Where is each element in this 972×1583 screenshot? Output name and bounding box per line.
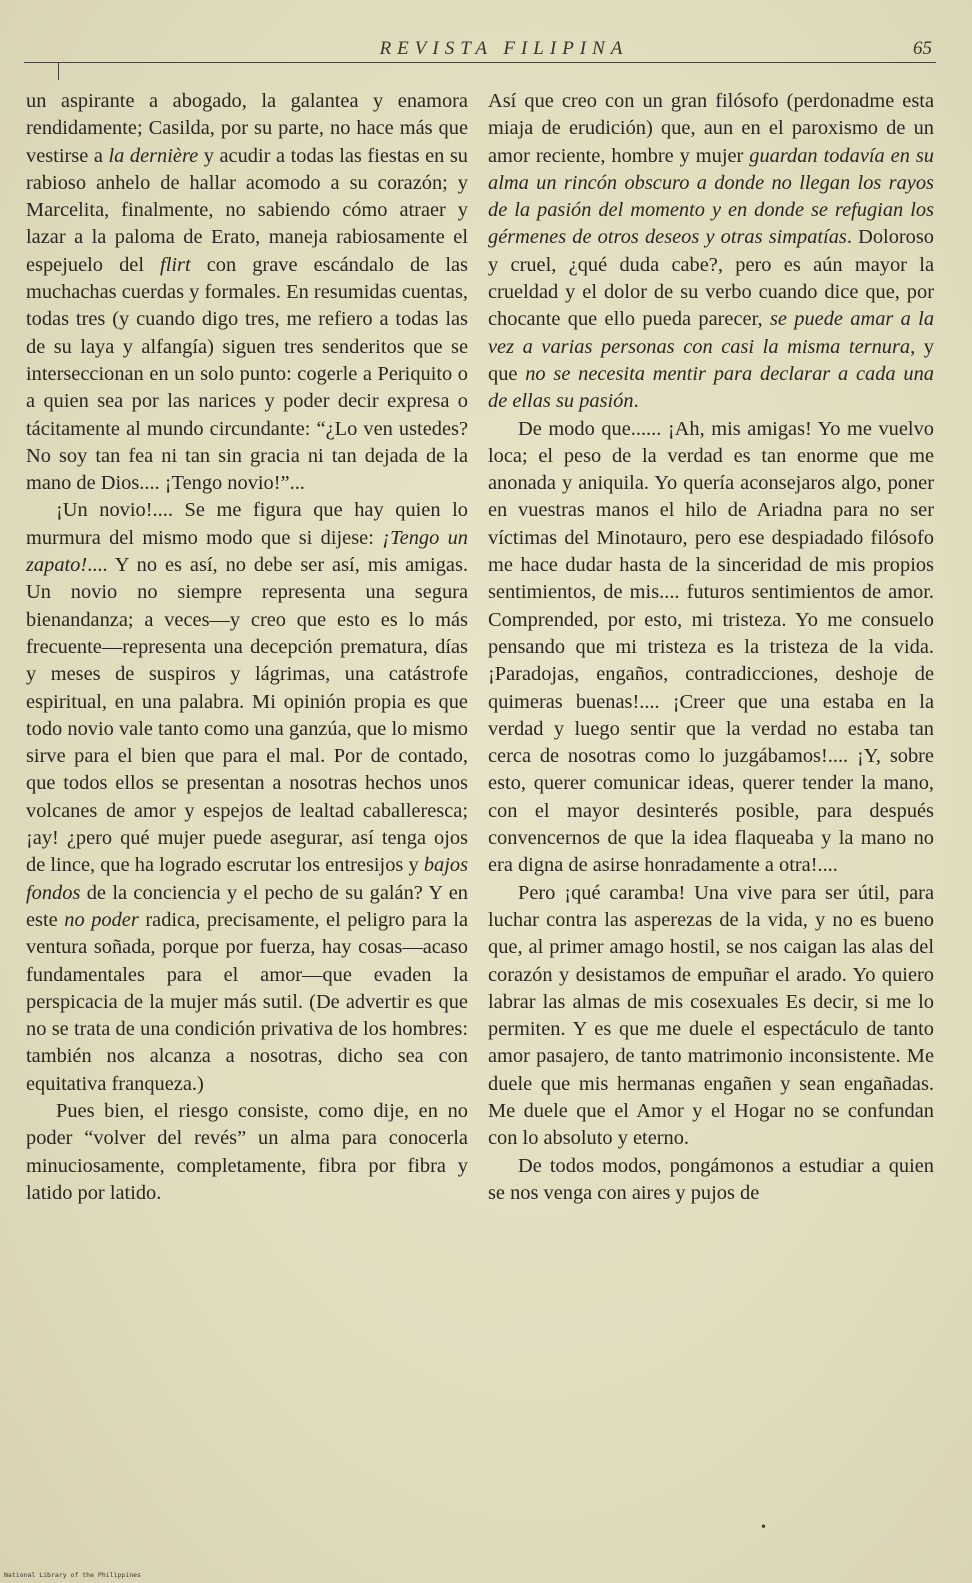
paragraph	[26, 88, 468, 497]
header-rule-tick	[58, 62, 59, 80]
left-column	[26, 88, 468, 1207]
text-run: de la conciencia y el pecho de su galán? Y en este	[26, 881, 468, 931]
italic-text-run: no se necesita mentir para declarar a cada una de ellas su pasión	[488, 362, 934, 413]
italic-text-run: bajos fondos	[26, 854, 468, 904]
text-run: , y que	[488, 335, 934, 385]
running-header	[24, 38, 936, 68]
text-run: Así que creo con un gran filósofo (perdonadme esta miaja de erudición) que, aun en el paroxismo de un amor reciente, hombre y mujer	[488, 90, 934, 167]
italic-text-run: se puede amar a la vez a varias personas con casi la misma ternura	[488, 308, 935, 358]
header-rule	[24, 62, 936, 63]
text-run: un aspirante a abogado, la galantea y enamora rendidamente; Casilda, por su parte, no hace más que vestirse a	[26, 90, 468, 167]
text-run: radica, precisamente, el peligro para la ventura soñada, porque por fuerza, hay cosas—acaso fundamentales para el amor—que evaden la perspicacia de la mujer más sutil. (De advertir es que no se trata de una condición privativa de los hombres: también nos alcanza a nosotras, dicho sea con equitativa franqueza.)	[26, 908, 468, 1095]
text-run: ¡Un novio!.... Se me figura que hay quien lo murmura del mismo modo que si dijese:	[26, 499, 468, 549]
text-run: De modo que...... ¡Ah, mis amigas! Yo me vuelvo loca; el peso de la verdad es tan enorme que me anonada y aniquila. Yo quería aconsejaros algo, poner en vuestras manos el hilo de Ariadna para no ser víctimas del Minotauro, pero ese despiadado filósofo me hace dudar hasta de la sinceridad de mis propios sentimientos, de mis.... futuros sentimientos de amor. Comprended, por esto, mi tristeza. Yo me consuelo pensando que mi tristeza es la tristeza de la vida. ¡Paradojas, engaños, contradicciones, deshoje de quimeras buenas!.... ¡Creer que una estaba en la verdad y luego sentir que la verdad no estaba tan cerca de nosotras como lo juzgábamos!.... ¡Y, sobre esto, querer comunicar ideas, querer tender la mano, con el mayor desinterés posible, para después convencernos de que la idea flaqueaba y la mano no era digna de asirse honradamente a otra!....	[488, 417, 934, 877]
text-run: Pero ¡qué caramba! Una vive para ser útil, para luchar contra las asperezas de la vida, y no es bueno que, al primer amago hostil, se nos caigan las alas del corazón y desistamos de empuñar el arado. Yo quiero labrar las almas de mis cosexuales Es decir, si me lo permiten. Y es que me duele el espectáculo de tanto amor pasajero, de tanto matrimonio inconsistente. Me duele que mis hermanas engañen y sean engañadas. Me duele que el Amor y el Hogar no se confundan con lo absoluto y eterno.	[488, 881, 934, 1150]
paragraph	[488, 88, 934, 416]
italic-text-run: no poder	[64, 908, 139, 931]
paragraph	[26, 497, 468, 1098]
right-column	[488, 88, 934, 1207]
paragraph	[488, 880, 934, 1153]
paragraph	[488, 416, 934, 880]
italic-text-run: ¡Tengo un zapato!	[26, 526, 468, 577]
page-number: 65	[913, 38, 932, 59]
italic-text-run: flirt	[160, 253, 191, 276]
text-run: .	[633, 390, 639, 413]
italic-text-run: la dernière	[108, 144, 199, 167]
text-run: Pues bien, el riesgo consiste, como dije, en no poder “volver del revés” un alma para conocerla minuciosamente, completamente, fibra por fibra y latido por latido.	[26, 1099, 468, 1204]
text-run: .... Y no es así, no debe ser así, mis amigas. Un novio no siempre representa una segura bienandanza; a veces—y creo que esto es lo más frecuente—representa una decepción prematura, días y meses de suspiros y lágrimas, una catástrofe espiritual, en una palabra. Mi opinión propia es que todo novio vale tanto como una ganzúa, que lo mismo sirve para el bien que para el mal. Por de contado, que todos ellos se presentan a nosotras hechos unos volcanes de amor y espejos de lealtad caballeresca; ¡ay! ¿pero qué mujer puede asegurar, así tenga ojos de lince, que ha logrado escrutar los entresijos y	[26, 554, 468, 877]
text-run: con grave escándalo de las muchachas cuerdas y formales. En resumidas cuentas, todas tres (y cuando digo tres, me refiero a todas las de su laya y alfangía) siguen tres senderitos que se interseccionan en un solo punto: cogerle a Periquito o a quien sea por las narices y poder decir expresa o tácitamente al mundo circundante: “¿Lo ven ustedes? No soy tan fea ni tan sin gracia ni tan dejada de la mano de Dios.... ¡Tengo novio!”...	[26, 253, 468, 495]
text-run: y acudir a todas las fiestas en su rabioso anhelo de hallar acomodo a su corazón; y Marcelita, finalmente, no sabiendo cómo atraer y lazar a la paloma de Erato, maneja rabiosamente el espejuelo del	[26, 144, 468, 276]
paragraph	[488, 1153, 934, 1208]
text-run: . Doloroso y cruel, ¿qué duda cabe?, pero es aún mayor la crueldad y el dolor de su verbo cuando dice que, por chocante que ello pueda parecer,	[488, 226, 935, 331]
library-credit: National Library of the Philippines	[4, 1571, 141, 1579]
paragraph	[26, 1098, 468, 1207]
footer-mark: •	[761, 1520, 766, 1535]
journal-title: REVISTA FILIPINA	[379, 38, 629, 59]
text-run: De todos modos, pongámonos a estudiar a quien se nos venga con aires y pujos de	[488, 1154, 934, 1204]
italic-text-run: guardan todavía en su alma un rincón obscuro a donde no llegan los rayos de la pasión del momento y en donde se refugian los gérmenes de otros deseos y otras simpatías	[488, 144, 934, 249]
